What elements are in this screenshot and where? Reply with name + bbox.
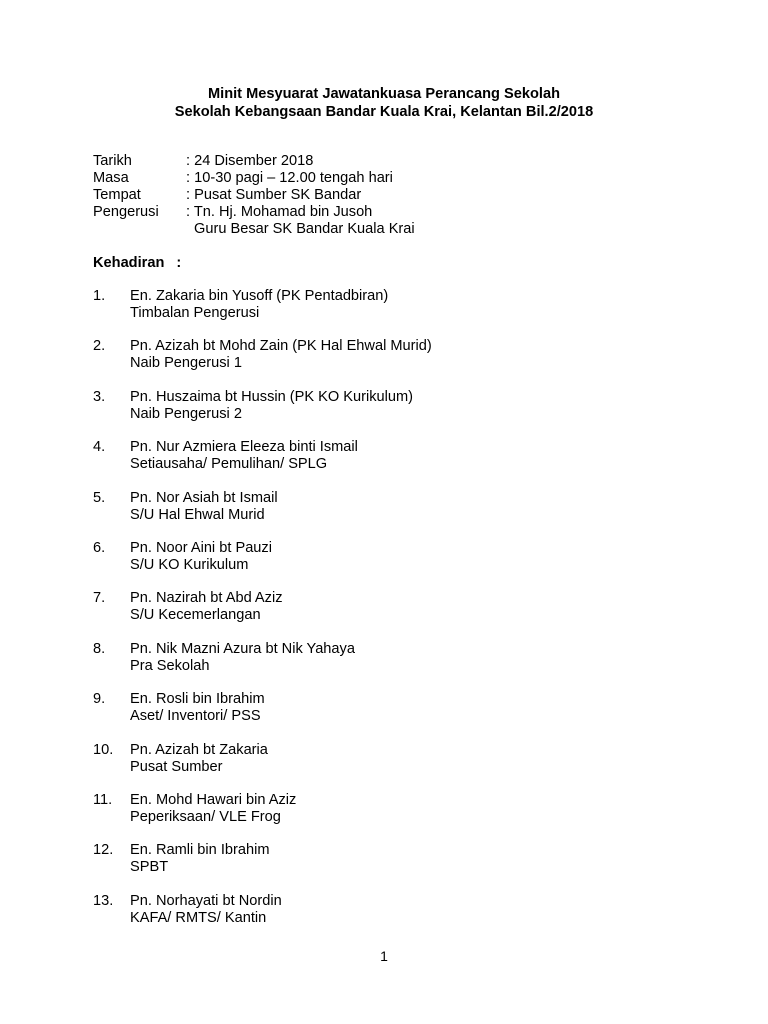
attendance-item-role: Naib Pengerusi 1 [130, 355, 242, 372]
attendance-item-name: Pn. Nur Azmiera Eleeza binti Ismail [130, 439, 358, 456]
attendance-item-number: 4. [93, 439, 106, 456]
attendance-item-number: 5. [93, 489, 106, 506]
attendance-item-role: S/U Kecemerlangan [130, 607, 261, 624]
attendance-item-role: Naib Pengerusi 2 [130, 405, 242, 422]
tarikh-label: Tarikh [93, 153, 132, 169]
attendance-item-role: Pra Sekolah [130, 657, 210, 674]
masa-label: Masa [93, 170, 129, 186]
document-title-line1: Minit Mesyuarat Jawatankuasa Perancang Sekolah [207, 86, 560, 102]
meta-row-pengerusi [93, 204, 415, 221]
pengerusi-subtitle: Guru Besar SK Bandar Kuala Krai [194, 221, 415, 237]
attendance-item-name: En. Mohd Hawari bin Aziz [130, 791, 297, 808]
attendance-item-number: 8. [93, 640, 106, 657]
attendance-heading [93, 255, 181, 272]
attendance-item-role: Aset/ Inventori/ PSS [130, 708, 261, 725]
pengerusi-value: : Tn. Hj. Mohamad bin Jusoh [186, 204, 373, 220]
tarikh-value: : 24 Disember 2018 [186, 153, 314, 169]
attendance-item-role: SPBT [130, 859, 169, 876]
attendance-item-number: 3. [93, 388, 106, 405]
attendance-item-role: S/U Hal Ehwal Murid [130, 506, 265, 523]
attendance-item-number: 12. [93, 842, 114, 859]
attendance-item-role: Timbalan Pengerusi [130, 305, 260, 321]
attendance-item-name: Pn. Nik Mazni Azura bt Nik Yahaya [130, 640, 355, 657]
attendance-item-number: 1. [93, 288, 106, 304]
meta-row-tarikh [93, 153, 415, 170]
attendance-item-name: En. Zakaria bin Yusoff (PK Pentadbiran) [130, 288, 389, 304]
meta-row-tempat [93, 187, 415, 204]
attendance-item-role: Peperiksaan/ VLE Frog [130, 808, 281, 825]
attendance-item-role: Pusat Sumber [130, 758, 223, 775]
attendance-item-name: Pn. Huszaima bt Hussin (PK KO Kurikulum) [130, 388, 414, 405]
attendance-item-name: Pn. Norhayati bt Nordin [130, 892, 282, 909]
meeting-details [93, 153, 415, 238]
attendance-item-name: Pn. Azizah bt Mohd Zain (PK Hal Ehwal Murid) [130, 338, 432, 355]
tempat-value: : Pusat Sumber SK Bandar [186, 187, 362, 203]
pengerusi-label: Pengerusi [93, 204, 159, 220]
attendance-item-name: Pn. Nor Asiah bt Ismail [130, 489, 278, 506]
document-title-line2: Sekolah Kebangsaan Bandar Kuala Krai, Kelantan Bil.2/2018 [174, 104, 594, 120]
attendance-item-number: 11. [93, 791, 113, 808]
tempat-label: Tempat [93, 187, 141, 203]
attendance-item-name: En. Rosli bin Ibrahim [130, 691, 265, 708]
attendance-item-role: S/U KO Kurikulum [130, 556, 249, 573]
attendance-heading-label: Kehadiran [93, 255, 165, 271]
attendance-item-number: 6. [93, 539, 106, 556]
attendance-item-role: KAFA/ RMTS/ Kantin [130, 909, 267, 926]
meta-row-masa [93, 170, 415, 187]
attendance-item-role: Setiausaha/ Pemulihan/ SPLG [130, 456, 328, 473]
masa-value: : 10-30 pagi – 12.00 tengah hari [186, 170, 393, 186]
attendance-item-name: En. Ramli bin Ibrahim [130, 842, 270, 859]
attendance-item-number: 10. [93, 741, 114, 758]
attendance-item-name: Pn. Azizah bt Zakaria [130, 741, 268, 758]
attendance-item-name: Pn. Nazirah bt Abd Aziz [130, 590, 283, 607]
page-number: 1 [380, 948, 388, 964]
attendance-item-number: 7. [93, 590, 106, 607]
attendance-item-name: Pn. Noor Aini bt Pauzi [130, 539, 272, 556]
attendance-heading-colon: : [176, 255, 182, 271]
attendance-item-number: 13. [93, 892, 114, 909]
attendance-item-number: 9. [93, 691, 106, 708]
attendance-item-number: 2. [93, 338, 106, 355]
